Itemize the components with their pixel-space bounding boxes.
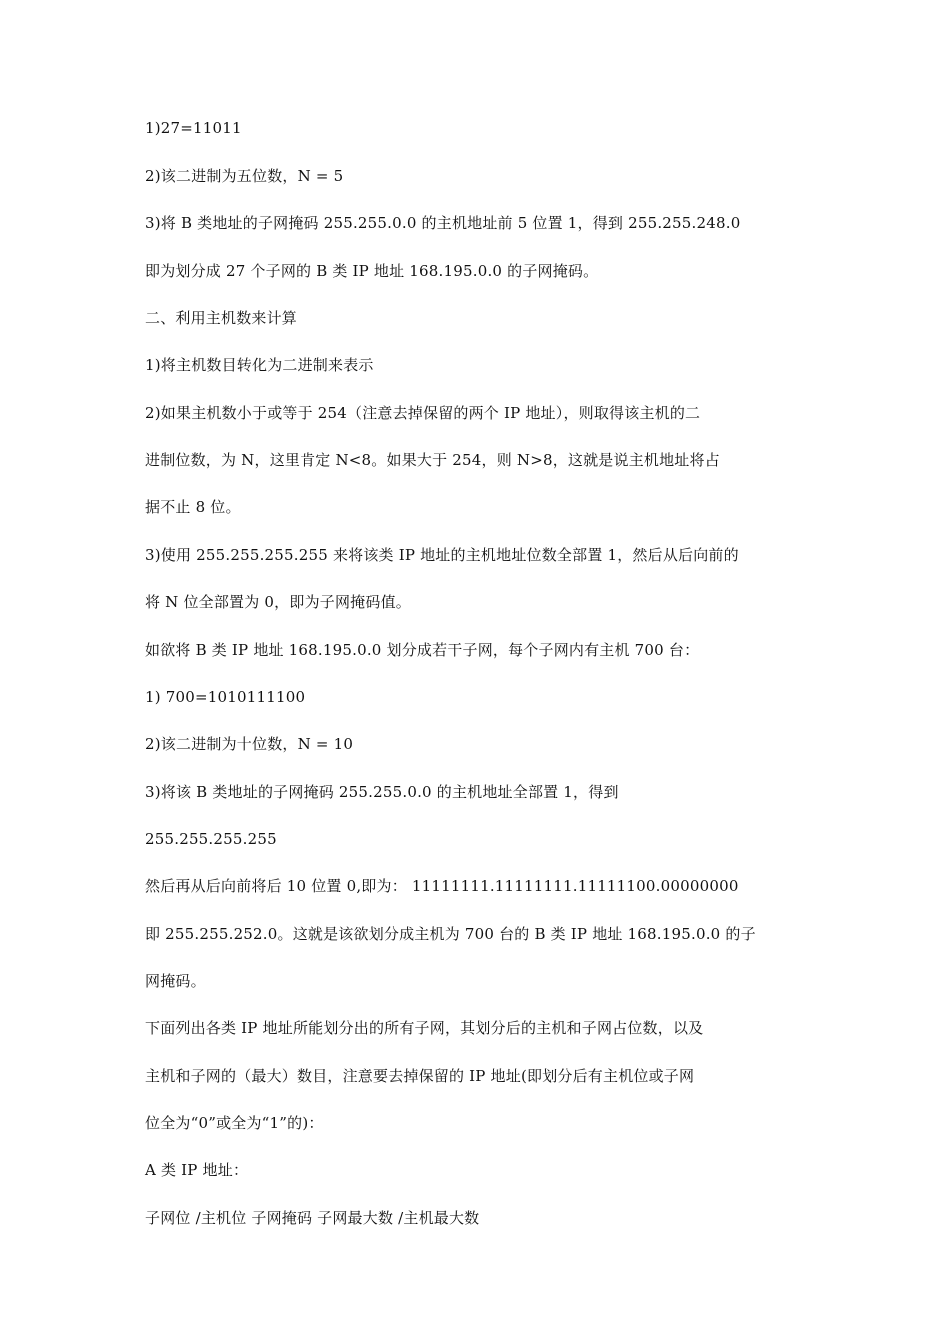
text-line: 3)使用 255.255.255.255 来将该类 IP 地址的主机地址位数全部置 1，然后从后向前的 (145, 546, 739, 564)
text-line: 2)该二进制为五位数，N = 5 (145, 167, 344, 185)
text-line: 位全为“0”或全为“1”的)： (145, 1114, 324, 1132)
text-line: 据不止 8 位。 (145, 498, 241, 516)
text-line: 将 N 位全部置为 0，即为子网掩码值。 (145, 593, 411, 611)
text-line: 网掩码。 (145, 972, 206, 990)
text-line: 1)将主机数目转化为二进制来表示 (145, 356, 374, 374)
text-line: 下面列出各类 IP 地址所能划分出的所有子网，其划分后的主机和子网占位数，以及 (145, 1019, 704, 1037)
text-line: 子网位 /主机位 子网掩码 子网最大数 /主机最大数 (145, 1209, 480, 1227)
text-line: 3)将 B 类地址的子网掩码 255.255.0.0 的主机地址前 5 位置 1，得到 255.255.248.0 (145, 214, 741, 232)
text-line: 2)该二进制为十位数，N = 10 (145, 735, 354, 753)
text-line: 3)将该 B 类地址的子网掩码 255.255.0.0 的主机地址全部置 1，得到 (145, 783, 619, 801)
text-line: 1)27=11011 (145, 119, 242, 137)
text-line: A 类 IP 地址： (145, 1161, 249, 1179)
text-line: 如欲将 B 类 IP 地址 168.195.0.0 划分成若干子网，每个子网内有主机 700 台： (145, 641, 700, 659)
text-line: 即 255.255.252.0。这就是该欲划分成主机为 700 台的 B 类 IP 地址 168.195.0.0 的子 (145, 925, 756, 943)
section-heading: 二、利用主机数来计算 (145, 309, 298, 327)
text-line: 进制位数，为 N，这里肯定 N<8。如果大于 254，则 N>8，这就是说主机地址将占 (145, 451, 720, 469)
text-line: 255.255.255.255 (145, 830, 277, 848)
text-line: 主机和子网的（最大）数目，注意要去掉保留的 IP 地址(即划分后有主机位或子网 (145, 1067, 695, 1085)
text-line: 即为划分成 27 个子网的 B 类 IP 地址 168.195.0.0 的子网掩码。 (145, 262, 599, 280)
text-line: 2)如果主机数小于或等于 254（注意去掉保留的两个 IP 地址），则取得该主机的二 (145, 404, 701, 422)
text-line: 然后再从后向前将后 10 位置 0,即为： 11111111.11111111.11111100.00000000 (145, 877, 739, 895)
text-line: 1) 700=1010111100 (145, 688, 306, 706)
